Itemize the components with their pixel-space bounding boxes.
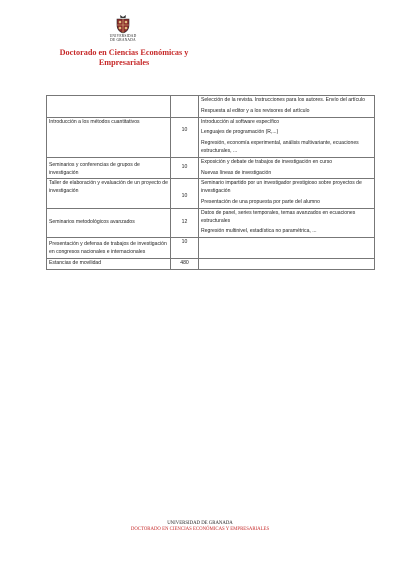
topic-item: Regresión, economía experimental, análisis multivariante, ecuaciones estructurales, ... (201, 140, 359, 154)
table-row (47, 96, 375, 118)
activity-name: Estancias de movilidad (47, 258, 171, 269)
topic-item: Respuesta al editor y a los revisores del artículo (201, 107, 310, 114)
topic-item: Nuevas líneas de investigación (201, 169, 272, 176)
activity-hours: 480 (171, 258, 199, 269)
table-row (47, 117, 375, 157)
university-name-line1: UNIVERSIDAD (109, 34, 137, 38)
activity-name: Taller de elaboración y evaluación de un proyecto de investigación (47, 179, 171, 208)
table-row (47, 258, 375, 269)
table-row (47, 238, 375, 259)
activity-hours (171, 96, 199, 118)
topic-item: Regresión multinivel, estadística no paramétrica, ... (201, 228, 317, 235)
table-row (47, 208, 375, 237)
topic-item: Exposición y debate de trabajos de investigación en curso (201, 158, 333, 165)
activity-topics (199, 208, 375, 237)
activity-name: Presentación y defensa de trabajos de investigación en congresos nacionales e internacionales (47, 238, 171, 259)
activity-topics (199, 157, 375, 179)
activity-topics (199, 238, 375, 259)
coat-of-arms-icon (115, 14, 131, 34)
university-name-line2: DE GRANADA (110, 38, 136, 43)
activity-topics (199, 96, 375, 118)
topic-item: Presentación de una propuesta por parte del alumno (201, 198, 320, 205)
activity-hours: 10 (171, 179, 199, 208)
university-logo (108, 14, 138, 42)
topic-item: Seminario impartido por un investigador prestigioso sobre proyectos de investigación (201, 180, 362, 195)
activities-table (46, 95, 375, 270)
activity-topics (199, 179, 375, 208)
activity-topics (199, 258, 375, 269)
table-row (47, 157, 375, 179)
activity-hours: 10 (171, 157, 199, 179)
activity-hours: 12 (171, 208, 199, 237)
activity-name: Seminarios metodológicos avanzados (47, 208, 171, 237)
footer-program: DOCTORADO EN CIENCIAS ECONÓMICAS Y EMPRESARIALES (130, 527, 270, 533)
activity-name: Seminarios y conferencias de grupos de investigación (47, 157, 171, 179)
activity-topics (199, 117, 375, 157)
page-footer (0, 521, 400, 533)
topic-item: Lenguajes de programación (R,...) (201, 129, 279, 136)
activity-name: Introducción a los métodos cuantitativos (47, 117, 171, 157)
topic-item: Selección de la revista. Instrucciones para los autores. Envío del artículo (201, 97, 365, 103)
activity-name (47, 96, 171, 118)
table-row (47, 179, 375, 208)
program-title: Doctorado en Ciencias Económicas y Empresariales (59, 48, 189, 68)
topic-item: Datos de panel, series temporales, temas avanzados en ecuaciones estructurales (201, 209, 356, 224)
activity-hours: 10 (171, 238, 199, 259)
activity-hours: 10 (171, 117, 199, 157)
footer-university: UNIVERSIDAD DE GRANADA (167, 521, 233, 526)
topic-item: Introducción al software específico (201, 118, 280, 125)
